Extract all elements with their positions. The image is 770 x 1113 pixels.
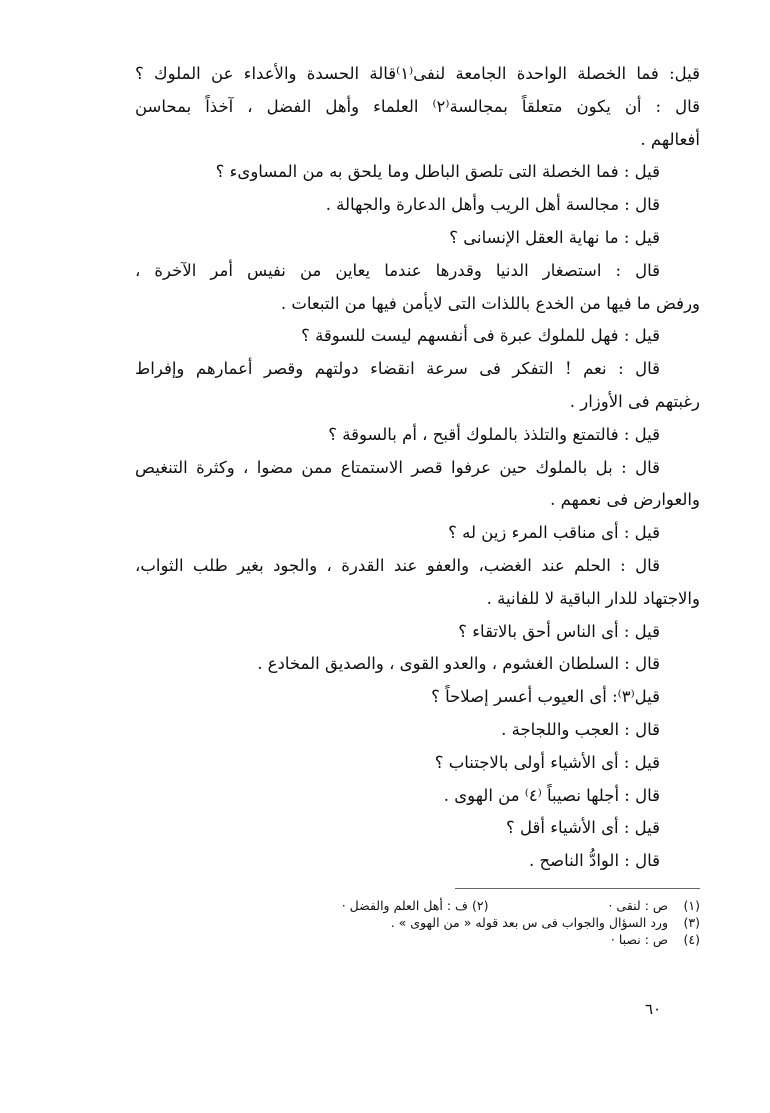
footnote-text: ص : لنقى · — [608, 898, 668, 913]
text-line: قال : استصغار الدنيا وقدرها عندما يعاين من نفيس أمر الآخرة ، — [135, 260, 660, 280]
footnote-text: ف : أهل العلم والفضل · — [341, 898, 468, 913]
footnote-number: (٤) — [683, 932, 700, 947]
text-line: قال : الحلم عند الغضب، والعفو عند القدرة ، والجود بغير طلب الثواب، — [135, 555, 660, 575]
footnote-number: (٢) — [471, 898, 489, 913]
text-line: قال : العجب واللجاجة . — [501, 719, 660, 739]
footnote-text: ص : نصبا · — [610, 932, 668, 947]
main-text — [135, 58, 700, 878]
text-line: أفعالهم . — [640, 129, 700, 149]
footnote — [180, 914, 700, 931]
text-line: رغبتهم فى الأوزار . — [569, 391, 700, 411]
footnotes — [180, 897, 700, 948]
page-number: ٦٠ — [645, 1000, 662, 1018]
footnote-number: (١) — [683, 898, 700, 913]
text-line: قيل : فما الخصلة التى تلصق الباطل وما يلحق به من المساوىء ؟ — [215, 162, 660, 182]
text-line: قال : الوادُّ الناصح . — [528, 851, 660, 871]
text-line: قال : نعم ! التفكر فى سرعة انقضاء دولتهم وقصر أعمارهم وإفراط — [135, 359, 660, 379]
text-line: قيل : أى مناقب المرء زين له ؟ — [448, 523, 660, 543]
text-line: قيل : أى الأشياء أقل ؟ — [506, 818, 660, 838]
text-line: قيل : فهل للملوك عبرة فى أنفسهم ليست للسوقة ؟ — [301, 326, 660, 346]
text-line: قيل : ما نهاية العقل الإنسانى ؟ — [449, 227, 660, 247]
text-line: قال : أن يكون متعلقاً بمجالسة⁽٢⁾ العلماء وأهل الفضل ، آخذاً بمحاسن — [135, 96, 700, 116]
footnote — [180, 931, 700, 948]
text-line: قال : أجلها نصيباً ⁽٤⁾ من الهوى . — [443, 785, 660, 805]
footnote-divider — [455, 888, 700, 889]
text-line: والعوارض فى نعمهم . — [550, 490, 700, 510]
text-line: قال : مجالسة أهل الريب وأهل الدعارة والجهالة . — [325, 195, 660, 215]
text-line: قال : السلطان الغشوم ، والعدو القوى ، والصديق المخادع . — [257, 654, 660, 674]
text-line: ورفض ما فيها من الخدع باللذات التى لايأمن فيها من التبعات . — [280, 293, 700, 313]
text-line: قيل : أى الأشياء أولى بالاجتناب ؟ — [434, 752, 660, 772]
footnote — [180, 897, 700, 914]
text-line: قيل⁽٣⁾: أى العيوب أعسر إصلاحاً ؟ — [431, 687, 660, 707]
text-line: قال : بل بالملوك حين عرفوا قصر الاستمتاع ممن مضوا ، وكثرة التنغيص — [135, 457, 660, 477]
text-line: قيل : فالتمتع والتلذذ بالملوك أقبح ، أم بالسوقة ؟ — [328, 424, 660, 444]
footnote-number: (٣) — [683, 915, 700, 930]
text-line: والاجتهاد للدار الباقية لا للفانية . — [486, 588, 700, 608]
text-line: قيل: فما الخصلة الواحدة الجامعة لنفى⁽١⁾قالة الحسدة والأعداء عن الملوك ؟ — [135, 64, 700, 83]
footnote-text: ورد السؤال والجواب فى س بعد قوله « من الهوى » . — [390, 915, 668, 930]
text-line: قيل : أى الناس أحق بالاتقاء ؟ — [458, 621, 660, 641]
